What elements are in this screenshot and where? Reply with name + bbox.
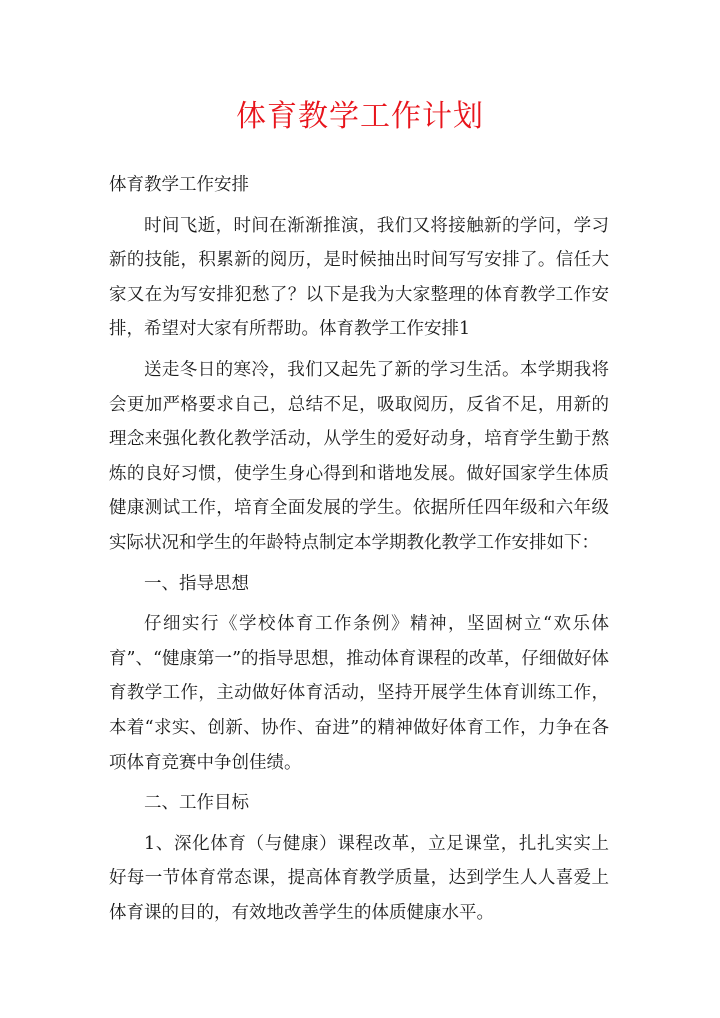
section-heading-guiding-thought: 一、指导思想	[144, 573, 249, 594]
work-goal-item-1: 1、深化体育（与健康）课程改革，立足课堂，扎扎实实上好每一节体育常态课，提高体育教学质量，达到学生人人喜爱上体育课的目的，有效地改善学生的体质健康水平。	[109, 833, 609, 923]
document-body	[109, 168, 609, 930]
section-heading-work-goals: 二、工作目标	[144, 793, 249, 814]
subtitle: 体育教学工作安排	[109, 175, 249, 195]
plan-paragraph: 送走冬日的寒冷，我们又起先了新的学习生活。本学期我将会更加严格要求自己，总结不足，吸取阅历，反省不足，用新的理念来强化教化教学活动，从学生的爱好动身，培育学生勤于熬炼的良好习惯，使学生身心得到和谐地发展。做好国家学生体质健康测试工作，培育全面发展的学生。依据所任四年级和六年级实际状况和学生的年龄特点制定本学期教化教学工作安排如下：	[109, 359, 609, 553]
section-text-guiding-thought: 仔细实行《学校体育工作条例》精神，坚固树立“欢乐体育”、“健康第一”的指导思想，推动体育课程的改革，仔细做好体育教学工作，主动做好体育活动，坚持开展学生体育训练工作，本着“求实、创新、协作、奋进”的精神做好体育工作，力争在各项体育竞赛中争创佳绩。	[109, 614, 609, 773]
document-title: 体育教学工作计划	[236, 99, 484, 134]
intro-paragraph: 时间飞逝，时间在渐渐推演，我们又将接触新的学问，学习新的技能，积累新的阅历，是时候抽出时间写写安排了。信任大家又在为写安排犯愁了？以下是我为大家整理的体育教学工作安排，希望对大家有所帮助。体育教学工作安排1	[109, 215, 609, 340]
